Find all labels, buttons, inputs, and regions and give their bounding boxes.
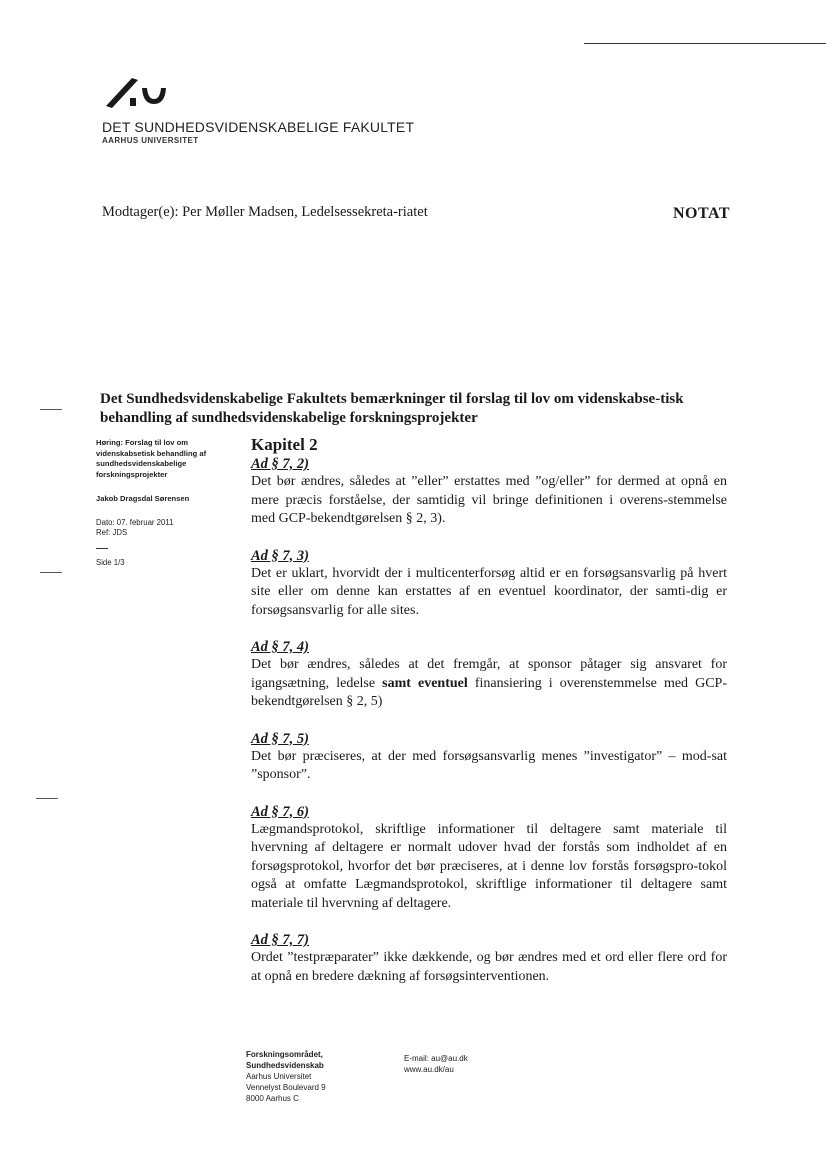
section-body [251,656,727,712]
faculty-name: DET SUNDHEDSVIDENSKABELIGE FAKULTET [102,119,415,135]
section [251,931,727,986]
section [251,638,727,712]
document-type: NOTAT [672,205,730,222]
footer-email[interactable]: E-mail: au@au.dk [404,1054,468,1063]
divider [96,548,108,549]
scan-mark [40,409,62,410]
reference: Ref: JDS [96,528,128,537]
footer-line: Vennelyst Boulevard 9 [246,1083,326,1092]
section [251,547,727,621]
section-body: Det er uklart, hvorvidt der i multicenterforsøg altid er en forsøgsansvarlig på hvert site eller om denne kan erstattes af en eventuel koordinator, der samti-dig er forsøgsansvarlig for alle sites. [251,565,727,618]
section [251,455,727,529]
footer-contact [404,1053,468,1075]
date: Dato: 07. februar 2011 [96,518,174,527]
footer-address [246,1049,326,1104]
footer-line: Aarhus Universitet [246,1072,312,1081]
date-ref [96,518,236,538]
footer-line: 8000 Aarhus C [246,1094,299,1103]
section [251,730,727,785]
university-name: AARHUS UNIVERSITET [102,136,199,145]
sidebar-metadata [96,438,236,567]
footer-web[interactable]: www.au.dk/au [404,1065,454,1074]
footer-org: Sundhedsvidenskab [246,1061,324,1070]
section-heading: Ad § 7, 2) [251,456,309,472]
footer-org: Forskningsområdet, [246,1050,323,1059]
author: Jakob Dragsdal Sørensen [96,494,190,503]
section-heading: Ad § 7, 7) [251,932,309,948]
section-heading: Ad § 7, 6) [251,803,309,820]
section-heading: Ad § 7, 4) [251,639,309,655]
section-heading: Ad § 7, 5) [251,730,309,747]
body-emphasis: samt eventuel [382,675,468,691]
body-text: Det bør ændres, således at det fremgår, at sponsor påtager sig ansvaret for igangsætning, ledelse [251,657,727,691]
section-body: Ordet ”testpræparater” ikke dækkende, og bør ændres med et ord eller flere ord for at opnå en bredere dækning af forsøgsinterventionen. [251,950,727,984]
top-rule [584,43,826,44]
section [251,803,727,914]
section-body: Lægmandsprotokol, skriftlige informationer til deltagere samt materiale til hvervning af deltagere er normalt udover hvad der forstås som indholdet af en forsøgsprotokol, hvorfor det bør præciseres, at i denne lov forstås forsøgspro-tokol også at omfatte Lægmandsprotokol, skriftlige informationer til deltagere samt materiale til hvervning af deltagere. [251,821,727,911]
main-content [251,435,727,1002]
body-text: finansiering i overenstemmelse med GCP-bekendtgørelsen § 2, 5) [251,675,727,709]
scan-mark [36,798,58,799]
section-body: Det bør ændres, således at ”eller” erstattes med ”og/eller” for dermed at opnå en mere præcis forståelse, der samtidig vil bringe definitionen i overens-stemmelse med GCP-bekendtgørelsen § 2, 3). [251,474,727,526]
section-heading: Ad § 7, 3) [251,547,309,564]
page-number: Side 1/3 [96,558,125,567]
section-body: Det bør præciseres, at der med forsøgsansvarlig menes ”investigator” – mod-sat ”sponsor”. [251,748,727,782]
hearing-label: Høring: Forslag til lov om videnskabsetisk behandling af sundhedsvidenskabelige forskningsprojekter [96,438,207,479]
recipient: Modtager(e): Per Møller Madsen, Ledelsessekreta-riatet [102,204,428,220]
chapter-heading: Kapitel 2 [251,435,318,454]
au-logo-icon [102,72,170,112]
document-title: Det Sundhedsvidenskabelige Fakultets bemærkninger til forslag til lov om videnskabse-tisk behandling af sundhedsvidenskabelige forskningsprojekter [100,391,684,426]
scan-mark [40,572,62,573]
